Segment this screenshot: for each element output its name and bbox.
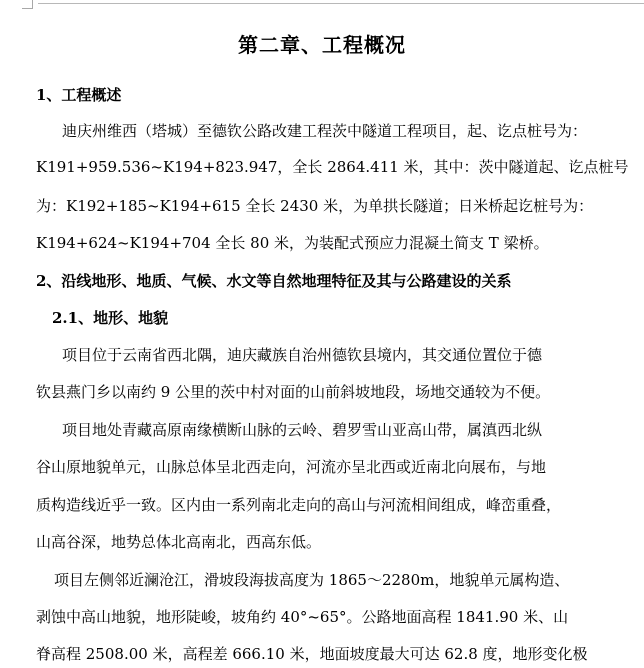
paragraph-line: 质构造线近乎一致。区内由一系列南北走向的高山与河流相间组成，峰峦重叠， xyxy=(36,496,562,514)
section-1-line: K191+959.536~K194+823.947，全长 2864.411 米，其中：茨中隧道起、讫点桩号 xyxy=(36,158,629,176)
section-1-line: 迪庆州维西（塔城）至德钦公路改建工程茨中隧道工程项目，起、讫点桩号为： xyxy=(62,122,588,140)
section-1-heading: 1、工程概述 xyxy=(36,86,122,104)
section-1-line: K194+624~K194+704 全长 80 米，为装配式预应力混凝土简支 T 梁桥。 xyxy=(36,234,549,252)
paragraph-line: 项目左侧邻近澜沧江，滑坡段海拔高度为 1865～2280m，地貌单元属构造、 xyxy=(54,571,570,589)
paragraph-line: 项目地处青藏高原南缘横断山脉的云岭、碧罗雪山亚高山带，属滇西北纵 xyxy=(62,421,543,439)
paragraph-line: 钦县燕门乡以南约 9 公里的茨中村对面的山前斜坡地段，场地交通较为不便。 xyxy=(36,383,551,401)
page-corner-mark xyxy=(22,0,33,9)
paragraph-line: 山高谷深，地势总体北高南北，西高东低。 xyxy=(36,533,322,551)
chapter-title: 第二章、工程概况 xyxy=(238,33,406,57)
paragraph-line: 项目位于云南省西北隅，迪庆藏族自治州德钦县境内，其交通位置位于德 xyxy=(62,346,543,364)
section-2-heading: 2、沿线地形、地质、气候、水文等自然地理特征及其与公路建设的关系 xyxy=(36,272,512,290)
header-rule xyxy=(38,3,644,4)
paragraph-line: 剥蚀中高山地貌，地形陡峻，坡角约 40°~65°。公路地面高程 1841.90 米、山 xyxy=(36,608,569,626)
paragraph-line: 谷山原地貌单元，山脉总体呈北西走向，河流亦呈北西或近南北向展布，与地 xyxy=(36,458,547,476)
section-1-line: 为：K192+185~K194+615 全长 2430 米，为单拱长隧道；日米桥起讫桩号为： xyxy=(36,197,594,215)
section-2-1-heading: 2.1、地形、地貌 xyxy=(52,309,169,327)
paragraph-line: 脊高程 2508.00 米，高程差 666.10 米，地面坡度最大可达 62.8 度，地形变化极 xyxy=(36,645,588,663)
